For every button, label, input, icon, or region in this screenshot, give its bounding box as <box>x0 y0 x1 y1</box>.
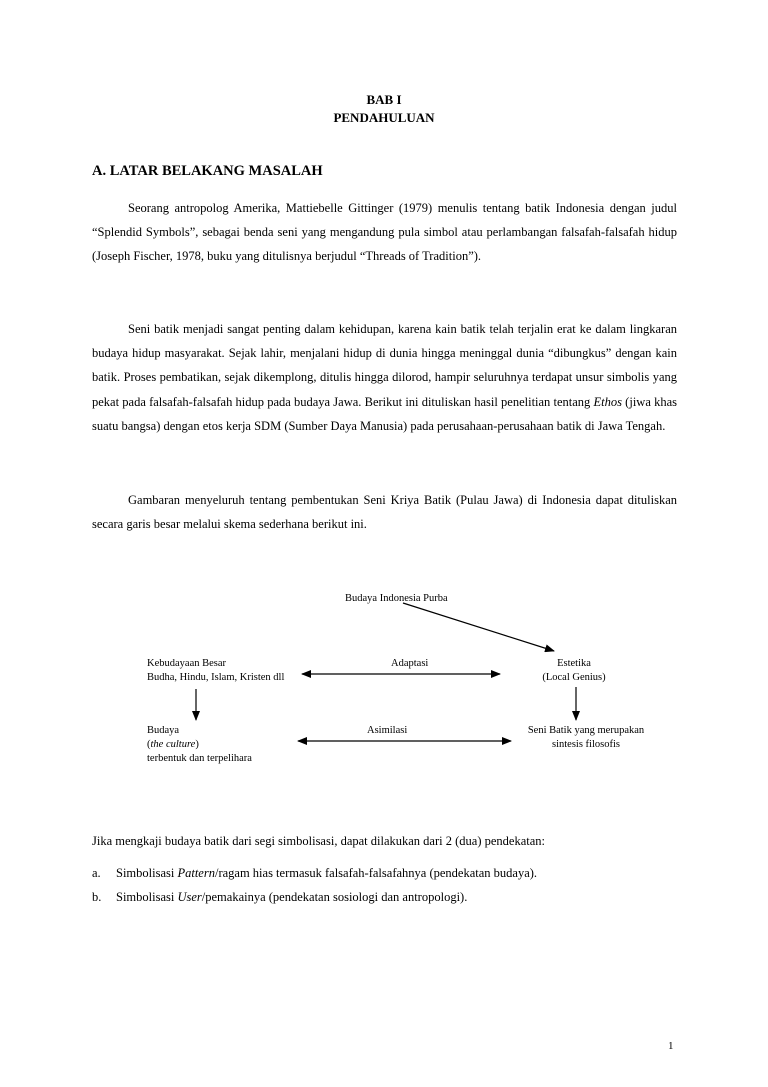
paragraph-3: Gambaran menyeluruh tentang pembentukan Seni Kriya Batik (Pulau Jawa) di Indonesia dapat dituliskan secara garis besar melalui skema sederhana berikut ini. <box>92 493 677 532</box>
chapter-title: PENDAHULUAN <box>333 110 435 125</box>
page-number: 1 <box>668 1040 674 1052</box>
section-heading: A. LATAR BELAKANG MASALAH <box>92 163 323 179</box>
closing-intro: Jika mengkaji budaya batik dari segi simbolisasi, dapat dilakukan dari 2 (dua) pendekatan: <box>92 834 545 848</box>
node-budaya: Budaya (the culture) terbentuk dan terpelihara <box>147 725 252 764</box>
arrow-purba-to-estetika <box>403 603 554 651</box>
node-kebudayaan-besar: Kebudayaan Besar Budha, Hindu, Islam, Kristen dll <box>147 658 285 683</box>
paragraph-2: Seni batik menjadi sangat penting dalam kehidupan, karena kain batik telah terjalin erat ke dalam lingkaran budaya hidup masyarakat. Sejak lahir, menjalani hidup di dunia hingga meninggal dunia “dibungkus” dengan kain batik. Proses pembatikan, sejak dikemplong, ditulis hingga dilorod, hampir seluruhnya terdapat unsur simbolis yang pekat pada falsafah-falsafah hidup pada budaya Jawa. Berikut ini dituliskan hasil penelitian tentang Ethos (jiwa khas suatu bangsa) dengan etos kerja SDM (Sumber Daya Manusia) pada perusahaan-perusahaan batik di Jawa Tengah. <box>92 322 677 433</box>
label-asimilasi: Asimilasi <box>367 725 408 736</box>
paragraph-1: Seorang antropolog Amerika, Mattiebelle Gittinger (1979) menulis tentang batik Indonesia dengan judul “Splendid Symbols”, sebagai benda seni yang mengandung pula simbol atau perlambangan falsafah-falsafah hidup (Joseph Fischer, 1978, buku yang ditulisnya berjudul “Threads of Tradition”). <box>92 201 677 264</box>
node-estetika: Estetika (Local Genius) <box>542 658 606 683</box>
list-item-b: b. Simbolisasi User/pemakainya (pendekatan sosiologi dan antropologi). <box>92 890 468 904</box>
node-budaya-indonesia-purba: Budaya Indonesia Purba <box>345 593 448 604</box>
ethos-term: Ethos <box>593 394 622 409</box>
node-seni-batik: Seni Batik yang merupakan sintesis filosofis <box>527 725 645 750</box>
chapter-number: BAB I <box>366 92 402 107</box>
list-item-a: a. Simbolisasi Pattern/ragam hias termasuk falsafah-falsafahnya (pendekatan budaya). <box>92 866 538 880</box>
label-adaptasi: Adaptasi <box>391 658 429 669</box>
